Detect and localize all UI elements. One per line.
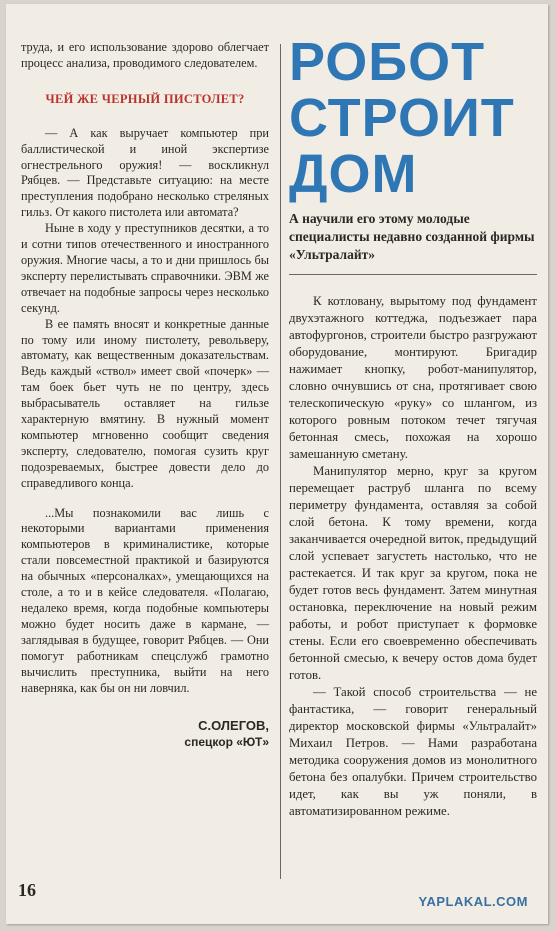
article-body bbox=[289, 293, 537, 820]
headline-line: РОБОТ bbox=[289, 32, 486, 92]
headline-line: ДОМ bbox=[289, 144, 418, 204]
author-signature bbox=[21, 718, 269, 750]
author-role: спецкор «ЮТ» bbox=[184, 735, 269, 750]
right-column bbox=[289, 32, 537, 820]
author-name: С.ОЛЕГОВ, bbox=[198, 718, 269, 734]
magazine-page bbox=[6, 4, 548, 924]
left-paragraph: ...Мы познакомили вас лишь с некоторыми вариантами применения компьютеров в криминалистике, которые стали повсеместной практикой и базируются на обычных «персоналках», умещающихся на столе, а то и в кейсе следователя. «Полагаю, недалеко время, когда подобные компьютеры можно будет носить даже в кармане, — заглядывая в будущее, говорит Рябцев. — Они помогут работникам спецслужб грамотно вычислить преступника, выйти на него наверняка, как бы он ни ловчил. bbox=[21, 505, 269, 695]
right-paragraph: К котловану, вырытому под фундамент двухэтажного коттеджа, подъезжает пара автофургонов, строители быстро разгружают оборудование, монтируют. Бригадир нажимает кнопку, робот-манипулятор, словно очнувшись от сна, протягивает свою телескопическую «руку» со шлангом, из которого ровным потоком течет тягучая бетонная смесь, похожая на хорошо замешанную сметану. bbox=[289, 294, 537, 461]
right-paragraph: Манипулятор мерно, круг за кругом перемещает раструб шланга по всему периметру фундамента, оставляя за собой слой бетона. К тому времени, когда заканчивается очередной виток, предыдущий слой успевает загустеть настолько, что не растекается. И так круг за кругом, пока не будет готов весь фундамент. Затем минутная остановка, переключение на новый режим работы, и робот приступает к формовке стены. Если его своевременно обеспечивать бетонной смесью, к вечеру остов дома будет готов. bbox=[289, 464, 537, 682]
left-column bbox=[21, 40, 269, 750]
article-subhead: А научили его этому молодые специалисты недавно созданной фирмы «Ультралайт» bbox=[289, 210, 537, 275]
headline-line: СТРОИТ bbox=[289, 88, 515, 148]
article-headline bbox=[289, 34, 537, 202]
left-paragraph: Ныне в ходу у преступников десятки, а то и сотни типов отечественного и иностранного оружия. Многие часы, а то и дни пришлось бы эксперту перелистывать справочники. ЭВМ же отвечает на подобные запросы через несколько секунд. bbox=[21, 221, 269, 315]
intro-paragraph: труда, и его использование здорово облегчает процесс анализа, проводимого следователем. bbox=[21, 40, 269, 70]
page-number: 16 bbox=[18, 880, 36, 900]
right-paragraph: — Такой способ строительства — не фантастика, — говорит генеральный директор московской фирмы «Ультралайт» Михаил Петров. — Нами разработана методика сооружения домов из монолитного бетона без опалубки. Причем строительство идет, как вы уж поняли, в автоматизированном режиме. bbox=[289, 685, 537, 818]
left-paragraph: — А как выручает компьютер при баллистической и иной экспертизе огнестрельного оружия! — воскликнул Рябцев. — Представьте ситуацию: на месте преступления подобрано несколько стреляных гильз. От какого пистолета или автомата? bbox=[21, 125, 269, 220]
column-divider bbox=[280, 44, 281, 879]
left-paragraph: В ее память вносят и конкретные данные по тому или иному пистолету, револьверу, автомату, как вещественным доказательствам. Ведь каждый «ствол» имеет свой «почерк» — там боек бьет чуть не по центру, здесь выбрасыватель оставляет на гильзе характерную вмятину. В нужный момент компьютер мгновенно сообщит сведения эксперту, следователю, помогая сузить круг подозреваемых, быстрее довести дело до справедливого конца. bbox=[21, 316, 269, 490]
site-watermark: YAPLAKAL.COM bbox=[418, 894, 528, 909]
section-title: ЧЕЙ ЖЕ ЧЕРНЫЙ ПИСТОЛЕТ? bbox=[45, 91, 245, 106]
